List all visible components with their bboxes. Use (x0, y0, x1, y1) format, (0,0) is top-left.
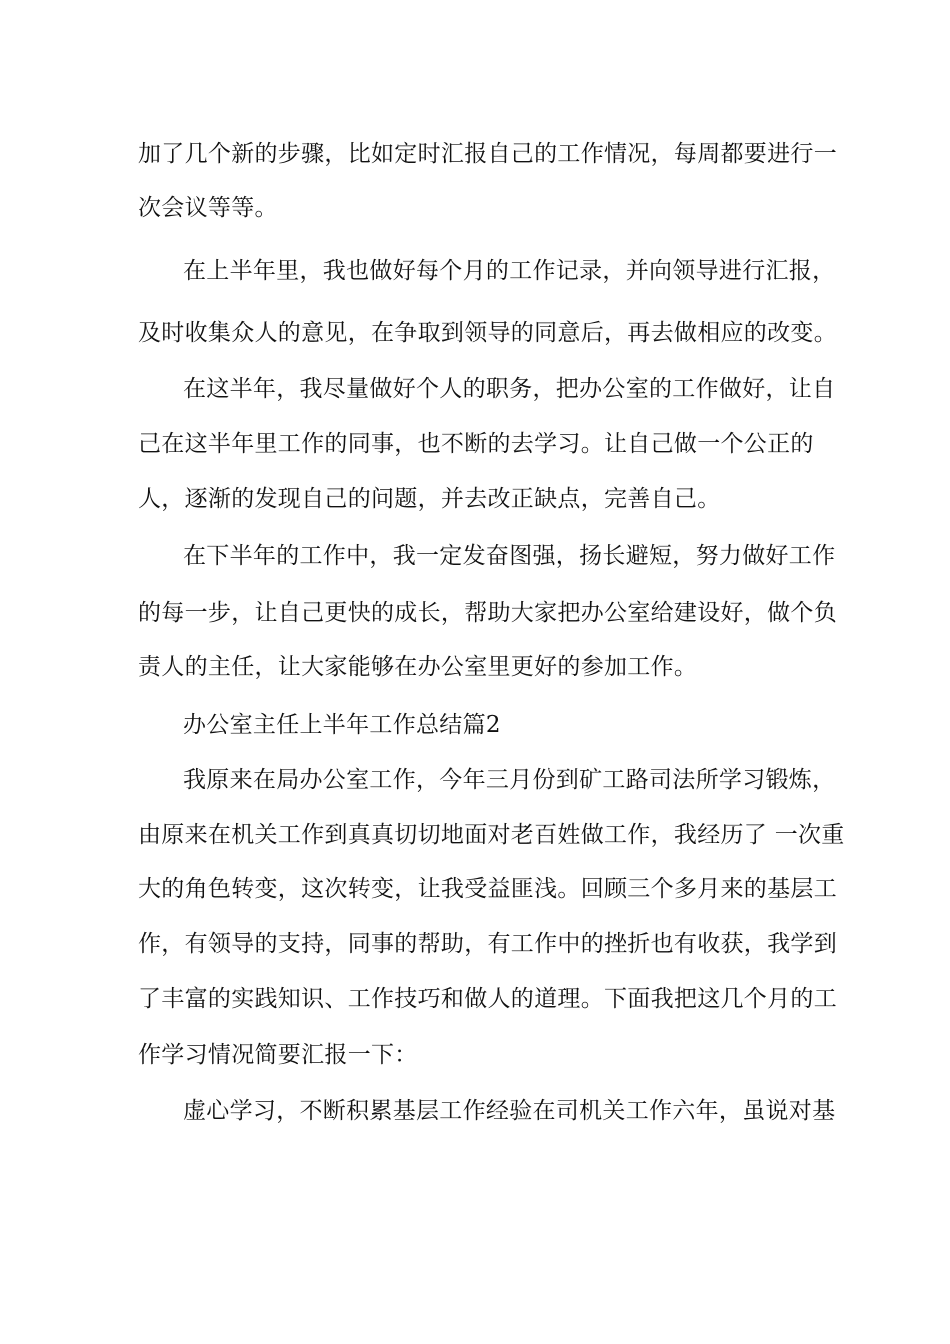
text-line: 的每一步，让自己更快的成长，帮助大家把办公室给建设好，做个负 (138, 600, 837, 626)
paragraph-first-line: 我原来在局办公室工作，今年三月份到矿工路司法所学习锻炼， (183, 767, 836, 793)
paragraph-first-line: 在这半年，我尽量做好个人的职务，把办公室的工作做好，让自 (183, 376, 836, 402)
section-heading: 办公室主任上半年工作总结篇2 (183, 712, 501, 738)
text-line: 由原来在机关工作到真真切切地面对老百姓做工作，我经历了 一次重 (138, 822, 845, 848)
text-line: 大的角色转变，这次转变，让我受益匪浅。回顾三个多月来的基层工 (138, 876, 837, 902)
text-line: 作，有领导的支持，同事的帮助，有工作中的挫折也有收获，我学到 (138, 931, 837, 957)
text-line: 责人的主任，让大家能够在办公室里更好的参加工作。 (138, 654, 698, 680)
text-line: 了丰富的实践知识、工作技巧和做人的道理。下面我把这几个月的工 (138, 986, 837, 1012)
paragraph-first-line: 在上半年里，我也做好每个月的工作记录，并向领导进行汇报， (183, 258, 836, 284)
text-line: 加了几个新的步骤，比如定时汇报自己的工作情况，每周都要进行一 (138, 141, 837, 167)
text-line: 次会议等等。 (138, 195, 278, 221)
text-line: 作学习情况简要汇报一下： (138, 1042, 418, 1068)
text-line: 己在这半年里工作的同事，也不断的去学习。让自己做一个公正的 (138, 431, 814, 457)
paragraph-first-line: 在下半年的工作中，我一定发奋图强，扬长避短，努力做好工作 (183, 543, 836, 569)
text-line: 人，逐渐的发现自己的问题，并去改正缺点，完善自己。 (138, 486, 721, 512)
text-line: 及时收集众人的意见，在争取到领导的同意后，再去做相应的改变。 (138, 320, 837, 346)
paragraph-first-line: 虚心学习，不断积累基层工作经验在司机关工作六年，虽说对基 (183, 1098, 836, 1124)
